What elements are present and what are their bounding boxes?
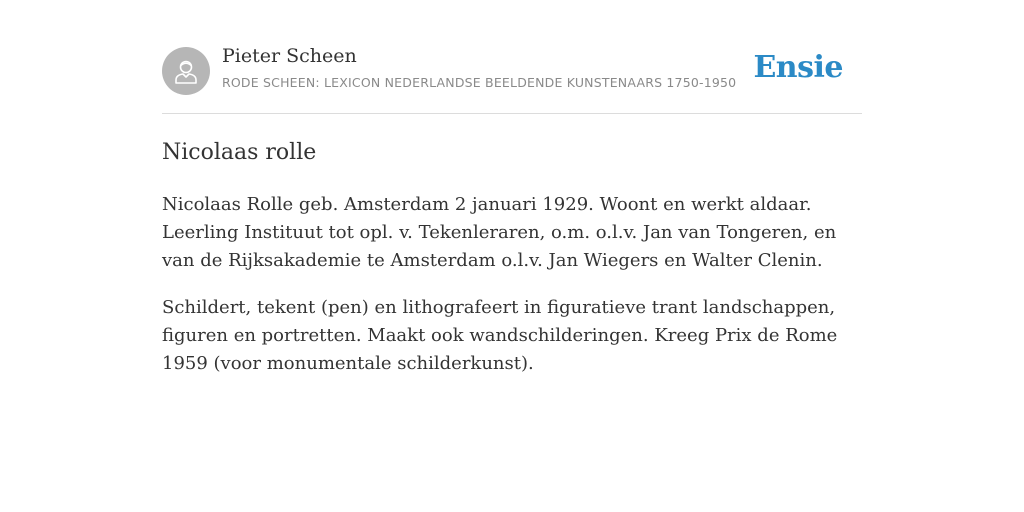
user-icon — [171, 56, 201, 86]
article-card — [162, 40, 862, 378]
author-name[interactable]: Pieter Scheen — [222, 45, 357, 67]
article-header — [162, 40, 862, 114]
source-label[interactable]: RODE SCHEEN: LEXICON NEDERLANDSE BEELDENDE KUNSTENAARS 1750-1950 — [222, 75, 737, 90]
article-paragraph-2: Schildert, tekent (pen) en lithografeert in figuratieve trant landschappen, figuren en portretten. Maakt ook wandschilderingen. Kreeg Prix de Rome 1959 (voor monumentale schilderkunst). — [162, 297, 838, 374]
article-title: Nicolaas rolle — [162, 140, 317, 165]
article-paragraph-1: Nicolaas Rolle geb. Amsterdam 2 januari 1929. Woont en werkt aldaar. Leerling Instituut tot opl. v. Tekenleraren, o.m. o.l.v. Jan van Tongeren, en van de Rijksakademie te Amsterdam o.l.v. Jan Wiegers en Walter Clenin. — [162, 194, 837, 271]
avatar[interactable] — [162, 47, 210, 95]
ensie-logo[interactable]: Ensie — [753, 50, 843, 85]
